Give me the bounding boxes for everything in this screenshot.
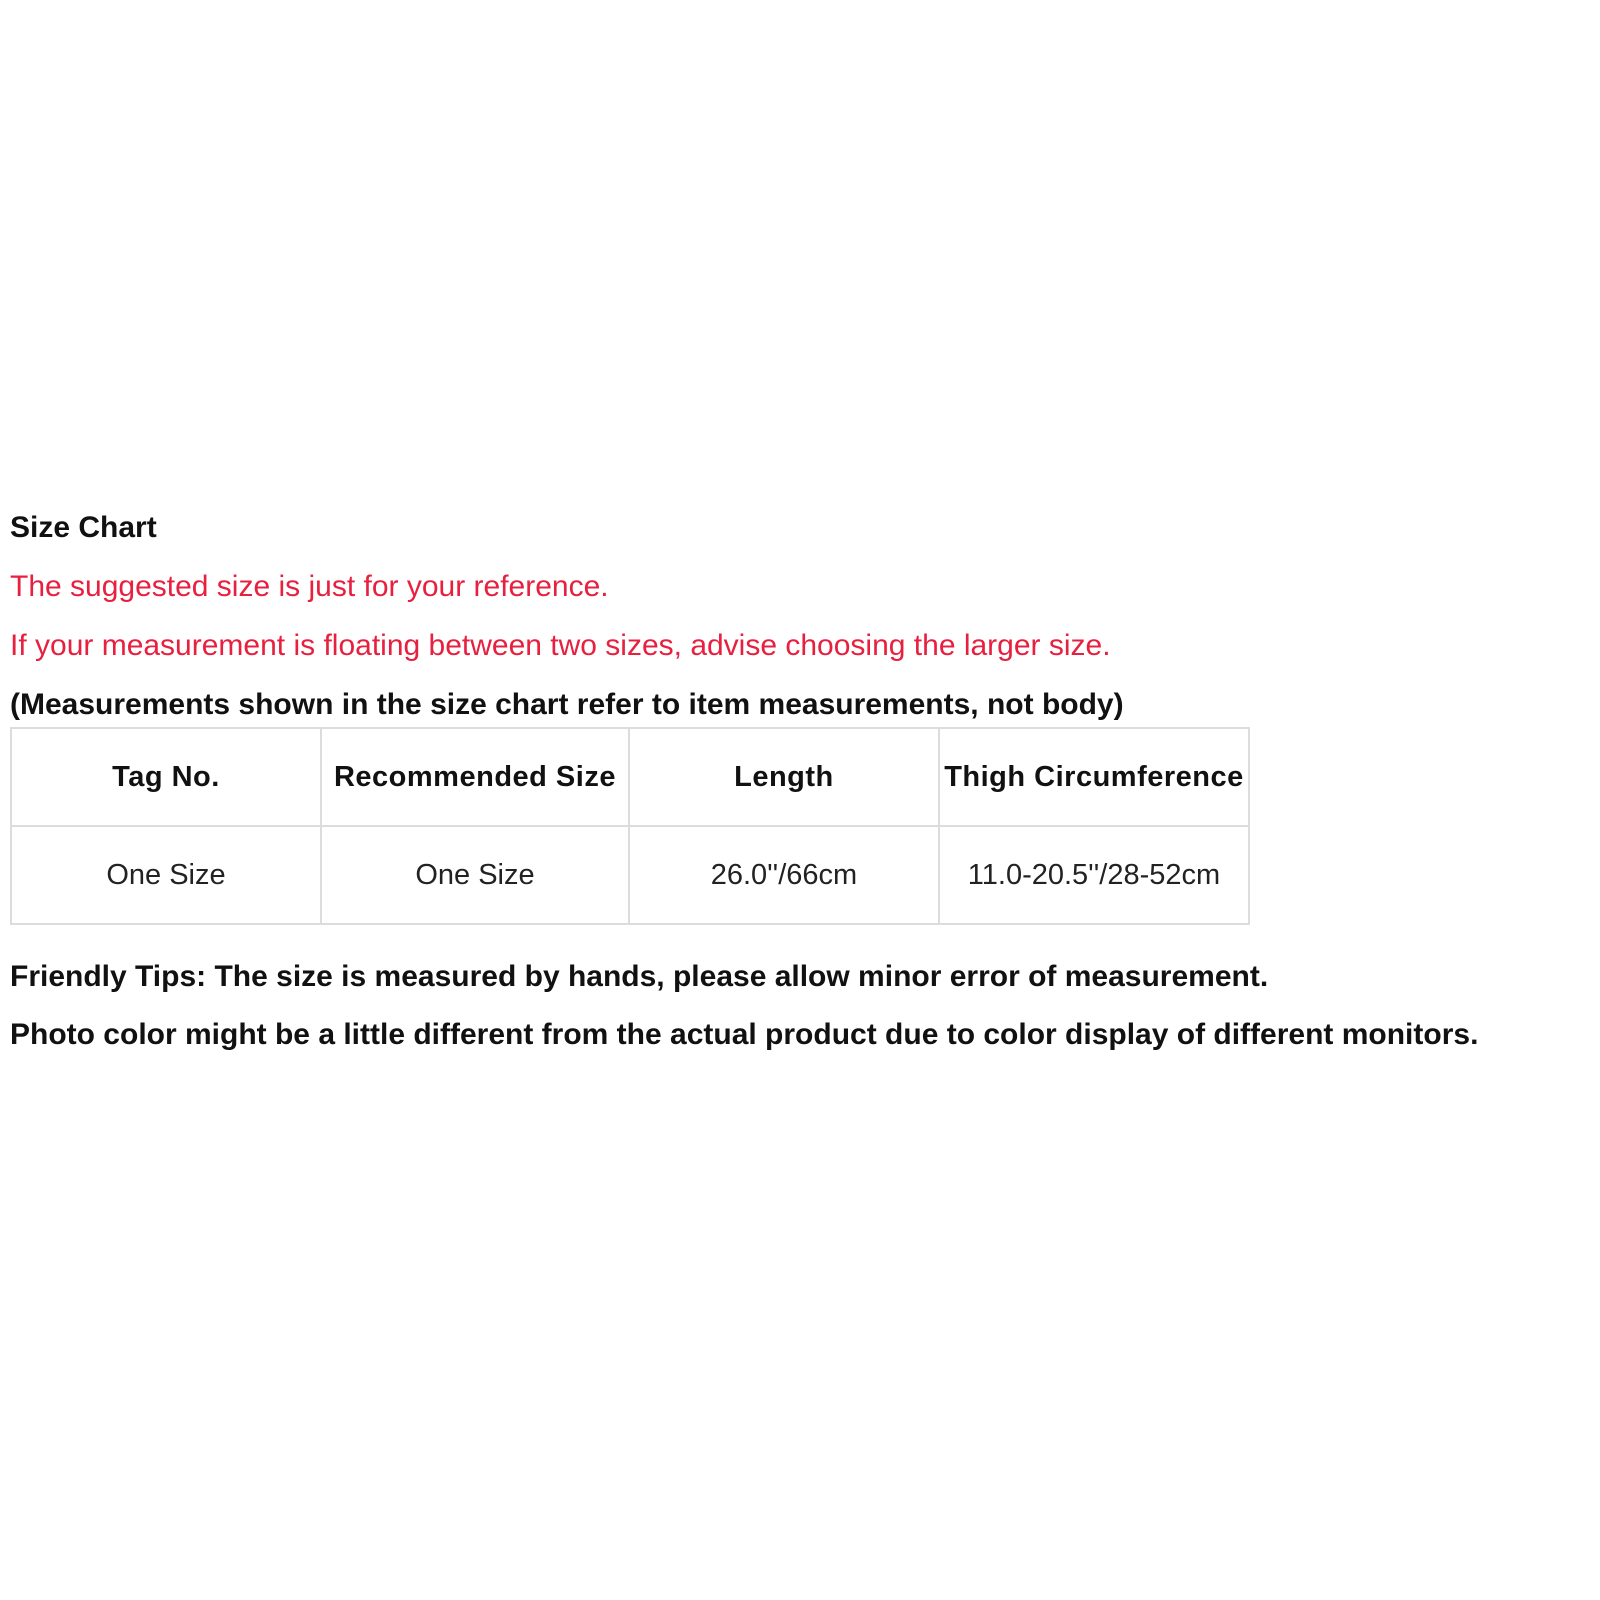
cell-length: 26.0''/66cm: [629, 826, 939, 924]
friendly-tips: Friendly Tips: The size is measured by hands, please allow minor error of measurement.: [10, 960, 1269, 993]
header-tag-no: Tag No.: [11, 728, 321, 826]
size-table: [10, 727, 1250, 925]
table-row: [11, 826, 1249, 924]
header-recommended-size: Recommended Size: [321, 728, 629, 826]
sizing-advice-note: If your measurement is floating between two sizes, advise choosing the larger size.: [10, 629, 1111, 662]
reference-note: The suggested size is just for your reference.: [10, 570, 609, 603]
size-chart-document: [10, 510, 1590, 1075]
page-title: Size Chart: [10, 511, 157, 544]
header-thigh-circumference: Thigh Circumference: [939, 728, 1249, 826]
header-length: Length: [629, 728, 939, 826]
tips-section: [10, 959, 1590, 1053]
table-header-row: [11, 728, 1249, 826]
measurement-disclaimer: (Measurements shown in the size chart refer to item measurements, not body): [10, 688, 1124, 721]
cell-tag-no: One Size: [11, 826, 321, 924]
cell-recommended-size: One Size: [321, 826, 629, 924]
cell-thigh-circumference: 11.0-20.5''/28-52cm: [939, 826, 1249, 924]
photo-color-note: Photo color might be a little different from the actual product due to color display of different monitors.: [10, 1018, 1479, 1051]
